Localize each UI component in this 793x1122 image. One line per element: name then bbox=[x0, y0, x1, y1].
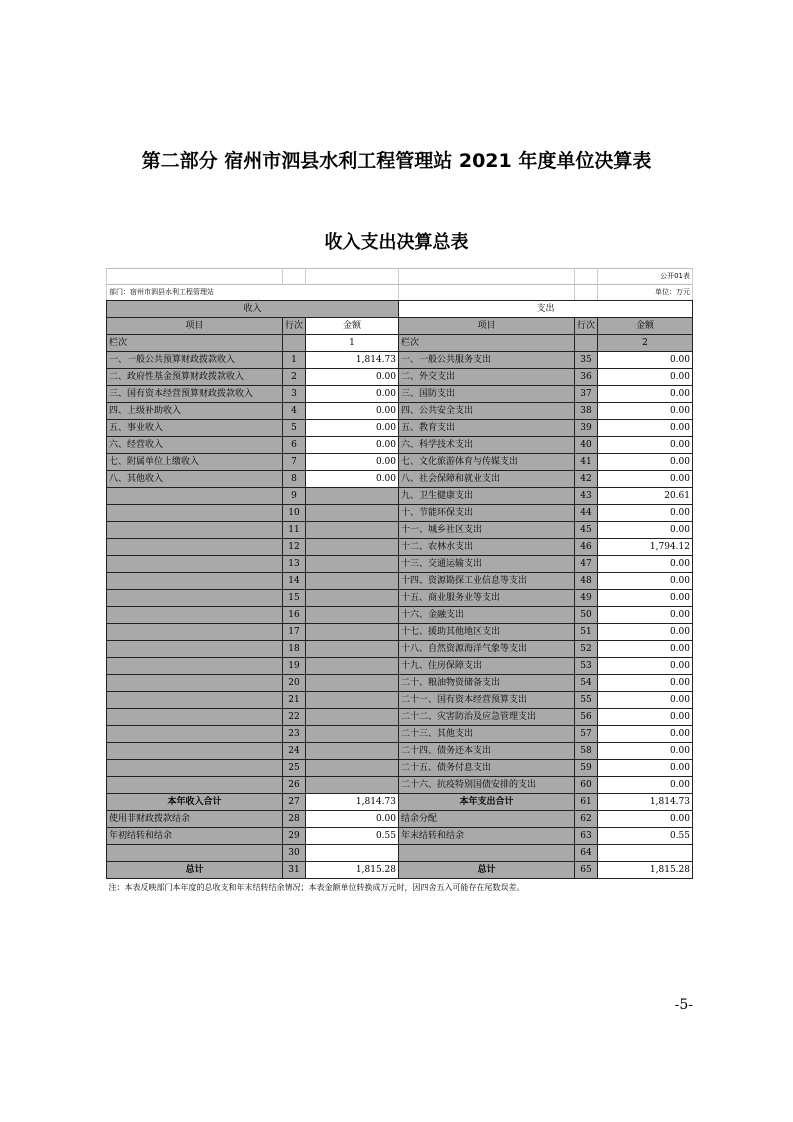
expense-item: 二十三、其他支出 bbox=[399, 726, 575, 743]
expense-amount: 0.00 bbox=[598, 454, 693, 471]
expense-row-no: 50 bbox=[575, 607, 598, 624]
grand-income-label: 总计 bbox=[107, 862, 283, 879]
expense-amount: 0.00 bbox=[598, 505, 693, 522]
totals-row bbox=[107, 862, 693, 879]
table-row bbox=[107, 675, 693, 692]
expense-row-no: 44 bbox=[575, 505, 598, 522]
table-row bbox=[107, 658, 693, 675]
income-amount bbox=[306, 709, 399, 726]
income-row-no: 20 bbox=[283, 675, 306, 692]
income-amount: 0.00 bbox=[306, 454, 399, 471]
expense-row-no: 42 bbox=[575, 471, 598, 488]
year-expense-label: 本年支出合计 bbox=[399, 794, 575, 811]
expense-row-no: 47 bbox=[575, 556, 598, 573]
table-row bbox=[107, 437, 693, 454]
income-row-no: 26 bbox=[283, 777, 306, 794]
table-row bbox=[107, 505, 693, 522]
expense-item: 十九、住房保障支出 bbox=[399, 658, 575, 675]
expense-row-no: 51 bbox=[575, 624, 598, 641]
expense-item: 二十五、债务付息支出 bbox=[399, 760, 575, 777]
table-note: 注：本表反映部门本年度的总收支和年末结转结余情况；本表金额单位转换成万元时，因四舍五入可能存在尾数误差。 bbox=[108, 882, 525, 892]
expense-item: 二十二、灾害防治及应急管理支出 bbox=[399, 709, 575, 726]
table-row bbox=[107, 352, 693, 369]
income-row-no: 3 bbox=[283, 386, 306, 403]
income-item bbox=[107, 760, 283, 777]
expense-item: 二十四、债务还本支出 bbox=[399, 743, 575, 760]
expense-amount: 0.00 bbox=[598, 607, 693, 624]
dept-label: 部门：宿州市泗县水利工程管理站 bbox=[107, 285, 399, 301]
col-amount: 金额 bbox=[598, 318, 693, 335]
income-row-no: 21 bbox=[283, 692, 306, 709]
income-amount bbox=[306, 726, 399, 743]
expense-row-no: 58 bbox=[575, 743, 598, 760]
expense-item: 三、国防支出 bbox=[399, 386, 575, 403]
income-row-no: 17 bbox=[283, 624, 306, 641]
expense-row-no: 37 bbox=[575, 386, 598, 403]
expense-item: 十五、商业服务业等支出 bbox=[399, 590, 575, 607]
expense-amount: 0.00 bbox=[598, 420, 693, 437]
income-item bbox=[107, 522, 283, 539]
row-amount: 0.55 bbox=[598, 828, 693, 845]
col-number: 1 bbox=[306, 335, 399, 352]
expense-amount: 1,794.12 bbox=[598, 539, 693, 556]
expense-amount: 0.00 bbox=[598, 369, 693, 386]
row-amount bbox=[598, 845, 693, 862]
table-row bbox=[107, 420, 693, 437]
expense-item: 十七、援助其他地区支出 bbox=[399, 624, 575, 641]
expense-row-no: 56 bbox=[575, 709, 598, 726]
income-item: 七、附属单位上缴收入 bbox=[107, 454, 283, 471]
table-row bbox=[107, 573, 693, 590]
income-item bbox=[107, 505, 283, 522]
row-label: 年初结转和结余 bbox=[107, 828, 283, 845]
expense-amount: 0.00 bbox=[598, 573, 693, 590]
income-amount bbox=[306, 743, 399, 760]
table-row bbox=[107, 607, 693, 624]
lanci-label: 栏次 bbox=[399, 335, 575, 352]
expense-row-no: 36 bbox=[575, 369, 598, 386]
income-item bbox=[107, 743, 283, 760]
expense-amount: 0.00 bbox=[598, 641, 693, 658]
totals-row bbox=[107, 811, 693, 828]
table-row bbox=[107, 556, 693, 573]
table-row bbox=[107, 471, 693, 488]
year-expense-amount: 1,814.73 bbox=[598, 794, 693, 811]
expense-amount: 0.00 bbox=[598, 403, 693, 420]
row-no: 62 bbox=[575, 811, 598, 828]
expense-row-no: 59 bbox=[575, 760, 598, 777]
income-row-no: 8 bbox=[283, 471, 306, 488]
expense-amount: 0.00 bbox=[598, 658, 693, 675]
row-amount: 0.00 bbox=[306, 811, 399, 828]
expense-amount: 0.00 bbox=[598, 471, 693, 488]
expense-amount: 0.00 bbox=[598, 624, 693, 641]
income-amount bbox=[306, 488, 399, 505]
expense-item: 十八、自然资源海洋气象等支出 bbox=[399, 641, 575, 658]
income-row-no: 16 bbox=[283, 607, 306, 624]
table-row bbox=[107, 590, 693, 607]
unit-label: 单位：万元 bbox=[598, 285, 693, 301]
expense-item: 九、卫生健康支出 bbox=[399, 488, 575, 505]
year-income-label: 本年收入合计 bbox=[107, 794, 283, 811]
expense-item: 五、教育支出 bbox=[399, 420, 575, 437]
form-code: 公开01表 bbox=[598, 269, 693, 285]
expense-row-no: 41 bbox=[575, 454, 598, 471]
income-amount bbox=[306, 692, 399, 709]
expense-row-no: 53 bbox=[575, 658, 598, 675]
grand-expense-amount: 1,815.28 bbox=[598, 862, 693, 879]
expense-row-no: 49 bbox=[575, 590, 598, 607]
expense-item: 十、节能环保支出 bbox=[399, 505, 575, 522]
income-row-no: 14 bbox=[283, 573, 306, 590]
table-row bbox=[107, 726, 693, 743]
row-no: 28 bbox=[283, 811, 306, 828]
income-amount: 0.00 bbox=[306, 471, 399, 488]
income-amount: 0.00 bbox=[306, 420, 399, 437]
income-item bbox=[107, 641, 283, 658]
income-row-no: 1 bbox=[283, 352, 306, 369]
income-item: 八、其他收入 bbox=[107, 471, 283, 488]
income-item bbox=[107, 675, 283, 692]
expense-item: 二十六、抗疫特别国债安排的支出 bbox=[399, 777, 575, 794]
row-label: 结余分配 bbox=[399, 811, 575, 828]
income-row-no: 18 bbox=[283, 641, 306, 658]
row-no: 30 bbox=[283, 845, 306, 862]
row-amount: 0.00 bbox=[598, 811, 693, 828]
expense-item: 一、一般公共服务支出 bbox=[399, 352, 575, 369]
expense-row-no: 39 bbox=[575, 420, 598, 437]
table-row bbox=[107, 488, 693, 505]
income-row-no: 23 bbox=[283, 726, 306, 743]
expense-item: 二、外交支出 bbox=[399, 369, 575, 386]
income-row-no: 2 bbox=[283, 369, 306, 386]
income-expense-table bbox=[106, 268, 693, 895]
income-item bbox=[107, 590, 283, 607]
row-no: 29 bbox=[283, 828, 306, 845]
expense-amount: 0.00 bbox=[598, 437, 693, 454]
row-label bbox=[399, 845, 575, 862]
expense-item: 十二、农林水支出 bbox=[399, 539, 575, 556]
table-row bbox=[107, 539, 693, 556]
expense-amount: 0.00 bbox=[598, 777, 693, 794]
income-item bbox=[107, 488, 283, 505]
expense-item: 二十一、国有资本经营预算支出 bbox=[399, 692, 575, 709]
expense-amount: 20.61 bbox=[598, 488, 693, 505]
expense-amount: 0.00 bbox=[598, 522, 693, 539]
table-row bbox=[107, 777, 693, 794]
income-item: 五、事业收入 bbox=[107, 420, 283, 437]
income-item bbox=[107, 658, 283, 675]
income-row-no: 10 bbox=[283, 505, 306, 522]
table-row bbox=[107, 454, 693, 471]
row-label: 使用非财政拨款结余 bbox=[107, 811, 283, 828]
income-amount bbox=[306, 777, 399, 794]
expense-amount: 0.00 bbox=[598, 760, 693, 777]
income-amount: 0.00 bbox=[306, 403, 399, 420]
table-row bbox=[107, 386, 693, 403]
expense-row-no: 55 bbox=[575, 692, 598, 709]
income-row-no: 5 bbox=[283, 420, 306, 437]
table-row bbox=[107, 403, 693, 420]
income-amount: 0.00 bbox=[306, 369, 399, 386]
income-item bbox=[107, 556, 283, 573]
table-row bbox=[107, 369, 693, 386]
income-item bbox=[107, 692, 283, 709]
income-item bbox=[107, 607, 283, 624]
expense-item: 十六、金融支出 bbox=[399, 607, 575, 624]
col-number: 2 bbox=[598, 335, 693, 352]
expense-item: 六、科学技术支出 bbox=[399, 437, 575, 454]
income-row-no: 22 bbox=[283, 709, 306, 726]
income-amount: 0.00 bbox=[306, 437, 399, 454]
income-item bbox=[107, 709, 283, 726]
expense-item: 十一、城乡社区支出 bbox=[399, 522, 575, 539]
income-amount bbox=[306, 590, 399, 607]
expense-row-no: 48 bbox=[575, 573, 598, 590]
income-amount bbox=[306, 539, 399, 556]
income-amount bbox=[306, 760, 399, 777]
lanci-label: 栏次 bbox=[107, 335, 283, 352]
income-item: 二、政府性基金预算财政拨款收入 bbox=[107, 369, 283, 386]
year-income-amount: 1,814.73 bbox=[306, 794, 399, 811]
expense-amount: 0.00 bbox=[598, 590, 693, 607]
col-row: 行次 bbox=[575, 318, 598, 335]
table-row bbox=[107, 522, 693, 539]
totals-row bbox=[107, 845, 693, 862]
row-amount: 0.55 bbox=[306, 828, 399, 845]
row-no: 27 bbox=[283, 794, 306, 811]
row-no: 64 bbox=[575, 845, 598, 862]
income-row-no: 24 bbox=[283, 743, 306, 760]
income-row-no: 15 bbox=[283, 590, 306, 607]
expense-row-no: 43 bbox=[575, 488, 598, 505]
expense-row-no: 40 bbox=[575, 437, 598, 454]
expense-row-no: 38 bbox=[575, 403, 598, 420]
table-title: 收入支出决算总表 bbox=[324, 232, 469, 253]
page-title: 第二部分 宿州市泗县水利工程管理站 2021 年度单位决算表 bbox=[141, 150, 652, 172]
expense-row-no: 60 bbox=[575, 777, 598, 794]
expense-row-no: 45 bbox=[575, 522, 598, 539]
income-item bbox=[107, 573, 283, 590]
row-no: 65 bbox=[575, 862, 598, 879]
row-no: 63 bbox=[575, 828, 598, 845]
table-row bbox=[107, 692, 693, 709]
income-row-no: 7 bbox=[283, 454, 306, 471]
row-no: 31 bbox=[283, 862, 306, 879]
income-amount bbox=[306, 522, 399, 539]
row-label: 年末结转和结余 bbox=[399, 828, 575, 845]
income-amount bbox=[306, 624, 399, 641]
expense-item: 十三、交通运输支出 bbox=[399, 556, 575, 573]
expense-item: 十四、资源勘探工业信息等支出 bbox=[399, 573, 575, 590]
expense-item: 七、文化旅游体育与传媒支出 bbox=[399, 454, 575, 471]
income-amount bbox=[306, 556, 399, 573]
row-no: 61 bbox=[575, 794, 598, 811]
expense-row-no: 35 bbox=[575, 352, 598, 369]
table-row bbox=[107, 624, 693, 641]
income-row-no: 13 bbox=[283, 556, 306, 573]
income-row-no: 25 bbox=[283, 760, 306, 777]
col-item: 项目 bbox=[107, 318, 283, 335]
income-item: 六、经营收入 bbox=[107, 437, 283, 454]
income-row-no: 6 bbox=[283, 437, 306, 454]
income-row-no: 9 bbox=[283, 488, 306, 505]
income-row-no: 19 bbox=[283, 658, 306, 675]
totals-row bbox=[107, 828, 693, 845]
income-amount bbox=[306, 641, 399, 658]
income-item: 四、上级补助收入 bbox=[107, 403, 283, 420]
income-header: 收入 bbox=[107, 301, 399, 318]
expense-amount: 0.00 bbox=[598, 556, 693, 573]
expense-amount: 0.00 bbox=[598, 352, 693, 369]
page-number: -5- bbox=[674, 997, 693, 1013]
expense-amount: 0.00 bbox=[598, 709, 693, 726]
expense-amount: 0.00 bbox=[598, 743, 693, 760]
grand-income-amount: 1,815.28 bbox=[306, 862, 399, 879]
col-item: 项目 bbox=[399, 318, 575, 335]
income-amount bbox=[306, 607, 399, 624]
totals-row bbox=[107, 794, 693, 811]
table-row bbox=[107, 709, 693, 726]
income-amount bbox=[306, 658, 399, 675]
grand-expense-label: 总计 bbox=[399, 862, 575, 879]
expense-row-no: 52 bbox=[575, 641, 598, 658]
income-amount: 0.00 bbox=[306, 386, 399, 403]
expense-item: 八、社会保障和就业支出 bbox=[399, 471, 575, 488]
table-row bbox=[107, 641, 693, 658]
expense-amount: 0.00 bbox=[598, 692, 693, 709]
income-item: 一、一般公共预算财政拨款收入 bbox=[107, 352, 283, 369]
row-amount bbox=[306, 845, 399, 862]
expense-header: 支出 bbox=[399, 301, 693, 318]
income-item bbox=[107, 539, 283, 556]
income-row-no: 12 bbox=[283, 539, 306, 556]
col-row: 行次 bbox=[283, 318, 306, 335]
income-amount: 1,814.73 bbox=[306, 352, 399, 369]
table-row bbox=[107, 743, 693, 760]
expense-amount: 0.00 bbox=[598, 726, 693, 743]
table-row bbox=[107, 760, 693, 777]
income-item: 三、国有资本经营预算财政拨款收入 bbox=[107, 386, 283, 403]
expense-item: 二十、粮油物资储备支出 bbox=[399, 675, 575, 692]
expense-row-no: 46 bbox=[575, 539, 598, 556]
expense-row-no: 54 bbox=[575, 675, 598, 692]
row-label bbox=[107, 845, 283, 862]
income-amount bbox=[306, 573, 399, 590]
income-item bbox=[107, 777, 283, 794]
expense-item: 四、公共安全支出 bbox=[399, 403, 575, 420]
income-item bbox=[107, 726, 283, 743]
income-row-no: 11 bbox=[283, 522, 306, 539]
income-row-no: 4 bbox=[283, 403, 306, 420]
income-item bbox=[107, 624, 283, 641]
col-amount: 金额 bbox=[306, 318, 399, 335]
income-amount bbox=[306, 675, 399, 692]
income-amount bbox=[306, 505, 399, 522]
expense-amount: 0.00 bbox=[598, 675, 693, 692]
expense-row-no: 57 bbox=[575, 726, 598, 743]
expense-amount: 0.00 bbox=[598, 386, 693, 403]
